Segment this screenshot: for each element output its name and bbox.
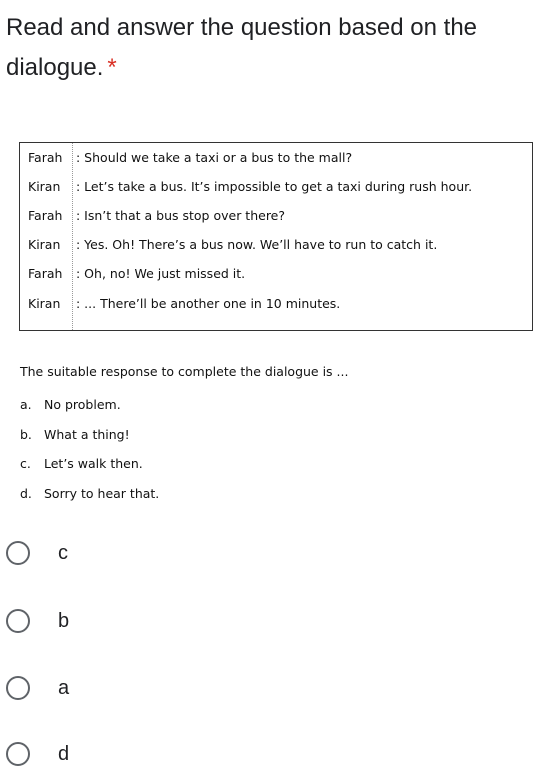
dialogue-line: : Yes. Oh! There’s a bus now. We’ll have to run to catch it. xyxy=(76,236,438,252)
radio-circle-icon[interactable] xyxy=(6,676,30,700)
choice-text: No problem. xyxy=(44,397,121,412)
choice-item xyxy=(20,397,121,412)
radio-option-label[interactable]: b xyxy=(58,609,70,632)
radio-option-label[interactable]: c xyxy=(58,541,68,564)
choice-letter: c. xyxy=(20,456,31,471)
radio-circle-icon[interactable] xyxy=(6,742,30,766)
radio-option-d[interactable] xyxy=(6,739,306,769)
radio-option-b[interactable] xyxy=(6,606,306,636)
question-title xyxy=(6,8,546,88)
radio-option-label[interactable]: a xyxy=(58,676,70,699)
choice-letter: a. xyxy=(20,397,32,412)
dialogue-row xyxy=(20,289,532,317)
dialogue-line: : Oh, no! We just missed it. xyxy=(76,265,246,281)
choice-item xyxy=(20,486,159,501)
radio-option-a[interactable] xyxy=(6,673,306,703)
dialogue-row xyxy=(20,143,532,171)
dialogue-speaker: Kiran xyxy=(28,295,61,311)
dialogue-row xyxy=(20,230,532,258)
choice-text: Sorry to hear that. xyxy=(44,486,160,501)
choice-letter: d. xyxy=(20,486,32,501)
dialogue-speaker: Farah xyxy=(28,265,63,281)
required-asterisk: * xyxy=(107,54,117,81)
dialogue-line: : ... There’ll be another one in 10 minutes. xyxy=(76,295,341,311)
dialogue-speaker: Farah xyxy=(28,149,63,165)
dialogue-speaker: Kiran xyxy=(28,178,61,194)
dialogue-row xyxy=(20,172,532,200)
question-title-text: Read and answer the question based on the dialogue. xyxy=(6,14,478,81)
dialogue-speaker: Farah xyxy=(28,207,63,223)
radio-circle-icon[interactable] xyxy=(6,609,30,633)
dialogue-line: : Let’s take a bus. It’s impossible to get a taxi during rush hour. xyxy=(76,178,473,194)
dialogue-row xyxy=(20,259,532,287)
dialogue-speaker: Kiran xyxy=(28,236,61,252)
choice-item xyxy=(20,456,143,471)
radio-option-label[interactable]: d xyxy=(58,742,70,765)
choice-letter: b. xyxy=(20,427,32,442)
dialogue-table xyxy=(19,142,533,331)
dialogue-line: : Should we take a taxi or a bus to the mall? xyxy=(76,149,353,165)
question-prompt: The suitable response to complete the dialogue is ... xyxy=(20,364,349,379)
radio-circle-icon[interactable] xyxy=(6,541,30,565)
radio-option-c[interactable] xyxy=(6,538,306,568)
dialogue-line: : Isn’t that a bus stop over there? xyxy=(76,207,286,223)
choice-item xyxy=(20,427,130,442)
choice-text: What a thing! xyxy=(44,427,130,442)
dialogue-row xyxy=(20,201,532,229)
choice-text: Let’s walk then. xyxy=(44,456,143,471)
